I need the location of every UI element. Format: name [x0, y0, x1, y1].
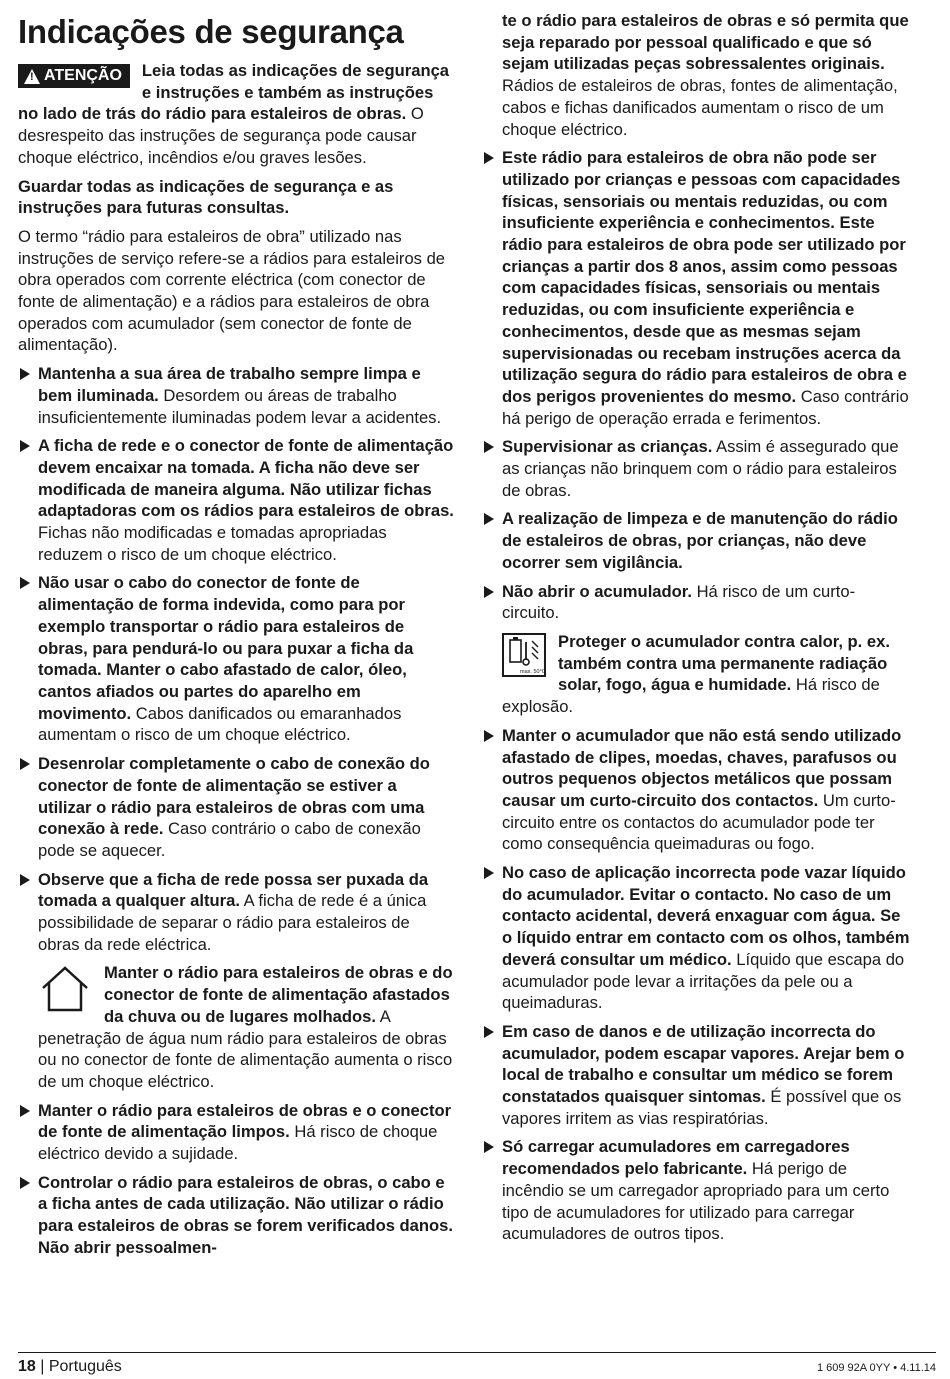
heat-protection-notice [482, 631, 910, 718]
list-item [482, 508, 910, 573]
bullet-arrow-icon [484, 1026, 494, 1038]
bullet-text: Líquido que escapa do acumulador pode levar a irritações da pele ou a queimaduras. [502, 949, 905, 1013]
bullet-bold: Observe que a ficha de rede possa ser puxada da tomada a qualquer altura. [38, 869, 429, 911]
document-code: 1 609 92A 0YY • 4.11.14 [816, 1362, 936, 1374]
bullet-text: Fichas não modificadas e tomadas apropriadas reduzem o risco de um choque eléctrico. [38, 523, 387, 564]
bullet-arrow-icon [484, 441, 494, 453]
list-item [482, 725, 910, 855]
bullet-bold: Manter o rádio para estaleiros de obras e o conector de fonte de alimentação limpos. [38, 1100, 452, 1142]
list-item [482, 147, 910, 429]
warning-label: ATENÇÃO [44, 67, 122, 84]
list-item [18, 1100, 454, 1165]
bullet-bold: Supervisionar as crianças. [502, 437, 713, 457]
list-item [482, 581, 910, 624]
right-column [482, 10, 910, 1252]
indoor-use-notice [18, 962, 454, 1092]
bullet-text: A ficha de rede é a única possibilidade de separar o rádio para estaleiros de obras da rede eléctrica. [38, 891, 427, 954]
bullet-bold: Não abrir o acumulador. [502, 581, 692, 601]
bullet-bold: Mantenha a sua área de trabalho sempre limpa e bem iluminada. [38, 364, 421, 405]
bullet-text: Assim é assegurado que as crianças não brinquem com o rádio para estaleiros de obras. [502, 437, 899, 500]
continuation-bold: te o rádio para estaleiros de obras e só permita que seja reparado por pessoal qualificado e que só sejam utilizadas peças sobressalentes originais. [502, 11, 909, 74]
footer-separator: | [40, 1358, 45, 1375]
bullet-arrow-icon [484, 586, 494, 598]
page-number: 18 [18, 1358, 36, 1375]
intro-text: O desrespeito das instruções de segurança pode causar choque eléctrico, incêndios e/ou graves lesões. [18, 104, 424, 167]
bullet-arrow-icon [20, 368, 30, 380]
footer-language: Português [48, 1358, 122, 1375]
bullet-arrow-icon [20, 440, 30, 452]
indoor-text: A penetração de água num rádio para estaleiros de obras ou no conector de fonte de alimentação aumenta o risco de um choque eléctrico. [38, 1006, 453, 1091]
bullet-bold: A realização de limpeza e de manutenção do rádio de estaleiros de obras, por crianças, não deve ocorrer sem vigilância. [502, 509, 898, 572]
continuation-text: Rádios de estaleiros de obras, fontes de alimentação, cabos e fichas danificados aumentam o risco de um choque eléctrico. [502, 76, 898, 139]
bullet-arrow-icon [20, 1105, 30, 1117]
bullet-bold: Este rádio para estaleiros de obra não pode ser utilizado por crianças e pessoas com capacidades físicas, sensoriais ou mentais reduzidas, ou com insuficiente experiência e conhecimentos. Este rádio para estaleiros de obra pode ser utilizado por crianças a partir dos 8 anos, assim como pessoas com capacidades físicas, sensoriais ou mentais reduzidas, ou com insuficiente experiência e conhecimentos, desde que as mesmas sejam supervisionadas ou recebam instruções acerca da utilização segura do rádio para estaleiros de obra e dos perigos provenientes do mesmo. [502, 148, 907, 406]
bullet-bold: No caso de aplicação incorrecta pode vazar líquido do acumulador. Evitar o contacto. No caso de um contacto acidental, deverá enxaguar com água. Se o líquido entrar em contacto com os olhos, também deverá consultar um médico. [502, 863, 910, 969]
left-column [18, 60, 454, 1266]
heat-bold: Proteger o acumulador contra calor, p. ex. também contra uma permanente radiação solar, fogo, água e humidade. [558, 631, 890, 695]
bullet-arrow-icon [484, 1141, 494, 1153]
footer-divider [18, 1352, 936, 1353]
bullet-arrow-icon [20, 577, 30, 589]
list-item [482, 436, 910, 501]
bullet-arrow-icon [20, 1177, 30, 1189]
bullet-text: Um curto-circuito entre os contactos do acumulador pode ter como consequência queimaduras ou fogo. [502, 790, 896, 854]
bullet-arrow-icon [20, 874, 30, 886]
house-indoor-icon [40, 964, 90, 1014]
bullet-text: Desordem ou áreas de trabalho insuficientemente iluminadas podem levar a acidentes. [38, 385, 442, 427]
warning-intro [18, 60, 454, 169]
battery-icon-label: max. 50°C [520, 668, 546, 675]
keep-instructions: Guardar todas as indicações de segurança e as instruções para futuras consultas. [18, 176, 394, 218]
warning-triangle-icon: ! [24, 69, 40, 84]
bullet-text: Cabos danificados ou emaranhados aumentam o risco de um choque eléctrico. [38, 703, 402, 745]
list-item [482, 1021, 910, 1130]
bullet-text: Há risco de um curto-circuito. [502, 581, 856, 623]
warning-badge [18, 64, 130, 88]
indoor-bold: Manter o rádio para estaleiros de obras e do conector de fonte de alimentação afastados da chuva ou de lugares molhados. [104, 963, 453, 1026]
continuation-paragraph [482, 10, 910, 140]
bullet-bold: Manter o acumulador que não está sendo utilizado afastado de clipes, moedas, chaves, parafusos ou outros pequenos objectos metálicos que possam causar um curto-circuito dos contactos. [502, 725, 902, 810]
list-item [18, 869, 454, 956]
bullet-arrow-icon [484, 867, 494, 879]
list-item [18, 363, 454, 428]
intro-bold: Leia todas as indicações de segurança e instruções e também as instruções no lado de trás do rádio para estaleiros de obras. [18, 61, 450, 124]
bullet-text: Caso contrário há perigo de operação errada e ferimentos. [502, 386, 909, 428]
heat-text: Há risco de explosão. [502, 675, 880, 717]
bullet-text: Há perigo de incêndio se um carregador apropriado para um certo tipo de acumuladores for utilizado para carregar acumuladores de outros tipos. [502, 1159, 890, 1244]
battery-heat-icon [502, 633, 546, 677]
page-title: Indicações de segurança [18, 13, 404, 50]
bullet-bold: Só carregar acumuladores em carregadores recomendados pelo fabricante. [502, 1137, 850, 1179]
bullet-text: Caso contrário o cabo de conexão pode se aquecer. [38, 819, 421, 860]
list-item [482, 1136, 910, 1245]
bullet-bold: Controlar o rádio para estaleiros de obras, o cabo e a ficha antes de cada utilização. Não utilizar o rádio para estaleiros de obras se forem verificados danos. Não abrir pessoalmen- [38, 1172, 454, 1257]
footer-page-info [18, 1356, 122, 1378]
bullet-bold: Não usar o cabo do conector de fonte de alimentação de forma indevida, como para por exemplo transportar o rádio para estaleiros de obras, para pendurá-lo ou para puxar a ficha da tomada. Manter o cabo afastado de calor, óleo, cantos afiados ou partes do aparelho em movimento. [38, 573, 414, 723]
bullet-text: É possível que os vapores irritem as vias respiratórias. [502, 1087, 902, 1128]
bullet-arrow-icon [484, 513, 494, 525]
bullet-bold: Desenrolar completamente o cabo de conexão do conector de fonte de alimentação se estiver a utilizar o rádio para estaleiros de obras com uma conexão à rede. [38, 754, 430, 839]
bullet-bold: Em caso de danos e de utilização incorrecta do acumulador, podem escapar vapores. Arejar bem o local de trabalho e consultar um médico se forem constatados quaisquer sintomas. [502, 1021, 905, 1107]
bullet-bold: A ficha de rede e o conector de fonte de alimentação devem encaixar na tomada. A ficha não deve ser modificada de maneira alguma. Não utilizar fichas adaptadoras com os rádios para estaleiros de obras. [38, 436, 454, 521]
list-item [18, 572, 454, 746]
list-item [482, 862, 910, 1014]
term-definition: O termo “rádio para estaleiros de obra” utilizado nas instruções de serviço refere-se a rádios para estaleiros de obra operados com corrente eléctrica (com conector de fonte de alimentação) e a rádios para estaleiros de obra operados com acumulador (sem conector de fonte de alimentação). [18, 226, 446, 355]
list-item [18, 1172, 454, 1259]
bullet-arrow-icon [20, 758, 30, 770]
bullet-arrow-icon [484, 152, 494, 164]
bullet-arrow-icon [484, 730, 494, 742]
bullet-text: Há risco de choque eléctrico devido a sujidade. [38, 1122, 438, 1164]
list-item [18, 753, 454, 862]
list-item [18, 435, 454, 565]
